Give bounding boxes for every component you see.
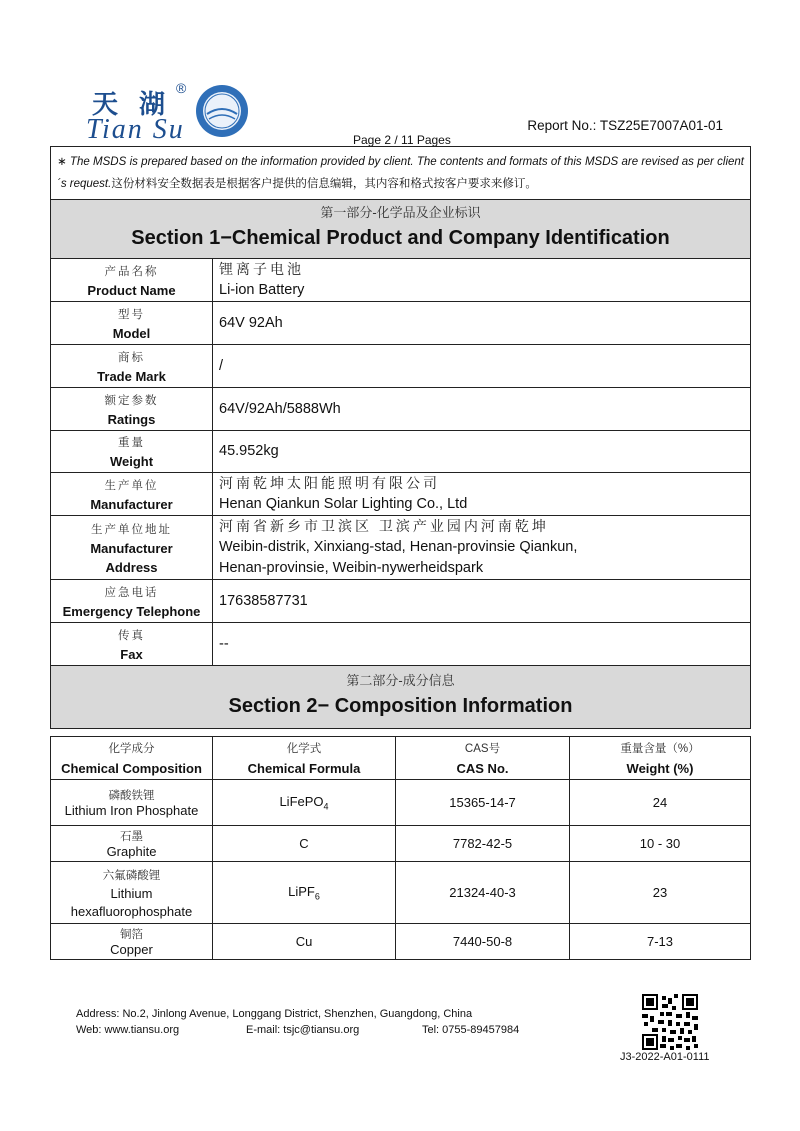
value: 64V/92Ah/5888Wh: [213, 388, 751, 431]
section2-title: Section 2− Composition Information: [228, 695, 573, 717]
label-cn: 生产单位: [104, 479, 159, 492]
label-cn: 传真: [118, 629, 145, 642]
label-cn: 产品名称: [104, 265, 159, 278]
note-english: ∗ The MSDS is prepared based on the information provided by client. The contents and formats of this MSDS are revised as per client´s request.: [57, 156, 744, 190]
label-en: Ratings: [107, 411, 156, 427]
value: Henan Qiankun Solar Lighting Co., Ltd: [219, 496, 468, 512]
cas-number: 21324-40-3: [396, 862, 570, 924]
page-number: Page 2 / 11 Pages: [353, 133, 451, 147]
weight-percent: 10 - 30: [570, 826, 751, 862]
footer-address: Address: No.2, Jinlong Avenue, Longgang District, Shenzhen, Guangdong, China: [76, 1008, 473, 1020]
cas-number: 7440-50-8: [396, 924, 570, 960]
info-row-emergency-telephone: [51, 580, 751, 623]
label-cn: 重量: [118, 437, 145, 449]
weight-percent: 23: [570, 862, 751, 924]
component-name-cn: 铜箔: [120, 929, 143, 941]
label-cn: 商标: [118, 351, 145, 364]
composition-table: [50, 736, 751, 960]
weight-percent: 7-13: [570, 924, 751, 960]
report-number: Report No.: TSZ25E7007A01-01: [527, 118, 723, 133]
section1-header: [51, 200, 751, 259]
note-chinese: 这份材料安全数据表是根据客户提供的信息编辑，其内容和格式按客户要求来修订。: [111, 178, 537, 190]
value: --: [213, 623, 751, 666]
logo-chinese-text: 天 湖: [92, 90, 172, 120]
section1-title-cn: 第一部分-化学品及企业标识: [320, 205, 481, 220]
table-row: [51, 862, 751, 924]
label-en: Model: [112, 325, 151, 341]
info-row-product-name: [51, 259, 751, 302]
cas-number: 15365-14-7: [396, 780, 570, 826]
label-en: Fax: [120, 646, 143, 662]
chemical-formula: Cu: [213, 924, 396, 960]
footer: [76, 1006, 536, 1038]
component-name-line2: hexafluorophosphate: [70, 903, 193, 919]
header-en: Weight (%): [626, 761, 694, 776]
value-cn: 河南乾坤太阳能照明有限公司: [219, 475, 440, 491]
company-seal-icon: [195, 84, 249, 138]
header-cn: 化学式: [286, 743, 322, 755]
component-name-cn: 六氟磷酸锂: [102, 869, 161, 882]
value: Weibin-distrik, Xinxiang-stad, Henan-provinsie Qiankun,: [219, 539, 578, 555]
label-en: Weight: [109, 454, 154, 469]
label-en: Manufacturer: [90, 496, 173, 512]
info-row-model: [51, 302, 751, 345]
label-en: Trade Mark: [97, 368, 166, 384]
document-code: J3-2022-A01-0111: [620, 1051, 710, 1063]
qr-code-icon: [642, 994, 698, 1050]
footer-email: E-mail: tsjc@tiansu.org: [246, 1024, 360, 1036]
info-row-address: [51, 516, 751, 580]
chemical-formula: C: [213, 826, 396, 862]
footer-tel: Tel: 0755-89457984: [422, 1024, 520, 1036]
value: Li-ion Battery: [219, 282, 305, 298]
value-cn: 河南省新乡市卫滨区 卫滨产业园内河南乾坤: [219, 518, 549, 534]
label-en: Product Name: [87, 282, 176, 298]
note-cell: [51, 147, 751, 200]
header-en: Chemical Composition: [61, 761, 202, 776]
section1-title: Section 1−Chemical Product and Company Identification: [131, 227, 670, 249]
chemical-formula: LiFePO$_4$: [213, 780, 396, 826]
header-cn: CAS号: [464, 743, 501, 755]
table-row: [51, 826, 751, 862]
msds-table: [50, 146, 751, 729]
chemical-formula: LiPF$_6$: [213, 862, 396, 924]
registered-mark: ®: [176, 80, 187, 96]
label-cn: 额定参数: [104, 394, 159, 407]
label-cn: 型号: [118, 308, 145, 321]
component-name: Copper: [110, 942, 153, 957]
info-row-manufacturer: [51, 473, 751, 516]
value: 17638587731: [213, 580, 751, 623]
info-row-weight: [51, 431, 751, 473]
label-en-line2: Address: [105, 559, 158, 575]
header-en: CAS No.: [456, 761, 509, 776]
label-en: Manufacturer: [90, 540, 173, 556]
value: /: [213, 345, 751, 388]
info-row-trade-mark: [51, 345, 751, 388]
component-name: Lithium Iron Phosphate: [64, 803, 199, 818]
component-name: Lithium: [110, 885, 153, 901]
composition-header-row: [51, 737, 751, 780]
section2-header: [51, 666, 751, 729]
info-row-ratings: [51, 388, 751, 431]
logo-english-text: Tian Su: [86, 114, 185, 145]
table-row: [51, 780, 751, 826]
info-row-fax: [51, 623, 751, 666]
footer-web: Web: www.tiansu.org: [76, 1024, 180, 1036]
table-row: [51, 924, 751, 960]
value-cn: 锂离子电池: [219, 261, 304, 277]
label-cn: 应急电话: [104, 586, 159, 599]
cas-number: 7782-42-5: [396, 826, 570, 862]
header-cn: 重量含量（%）: [620, 743, 700, 755]
component-name: Graphite: [106, 844, 157, 859]
value: 45.952kg: [213, 431, 751, 473]
value: 64V 92Ah: [213, 302, 751, 345]
value-line2: Henan-provinsie, Weibin-nywerheidspark: [219, 560, 484, 576]
header-en: Chemical Formula: [247, 761, 361, 776]
component-name-cn: 石墨: [120, 831, 143, 843]
label-cn: 生产单位地址: [91, 523, 172, 536]
section2-title-cn: 第二部分-成分信息: [346, 673, 455, 688]
note-row: [51, 147, 751, 200]
component-name-cn: 磷酸铁锂: [108, 790, 155, 802]
label-en: Emergency Telephone: [62, 603, 201, 619]
weight-percent: 24: [570, 780, 751, 826]
header-cn: 化学成分: [108, 743, 155, 755]
